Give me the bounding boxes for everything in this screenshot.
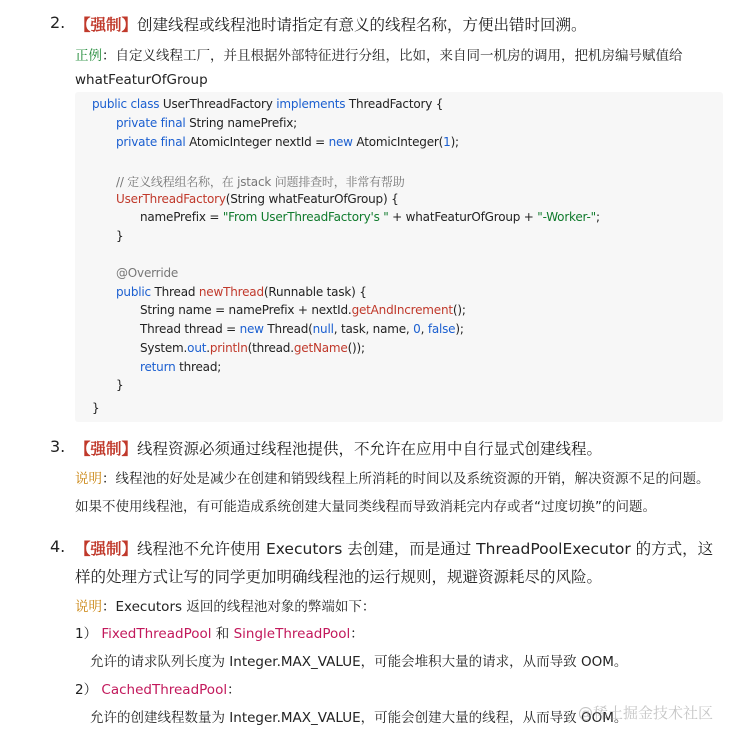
- example-label: 正例: [75, 48, 102, 64]
- code-line-12: [140, 341, 365, 355]
- code-number: 0: [413, 322, 421, 336]
- code-string: "From UserThreadFactory's ": [222, 210, 389, 224]
- code-line-9: [116, 285, 367, 299]
- code-string: "-Worker-": [537, 210, 596, 224]
- code-comment: // 定义线程组名称，在 jstack 问题排查时，非常有帮助: [116, 175, 405, 189]
- code-text: thread;: [175, 360, 222, 374]
- fixed-thread-pool: FixedThreadPool: [101, 626, 212, 642]
- code-text: Thread: [150, 285, 199, 299]
- code-text: Thread thread =: [140, 322, 240, 336]
- code-method: getAndIncrement: [351, 303, 453, 317]
- item-4-heading-text: 线程池不允许使用 Executors 去创建，而是通过 ThreadPoolExecutor 的方式，这: [137, 540, 714, 558]
- sub-item-1-desc: 允许的请求队列长度为 Integer.MAX_VALUE，可能会堆积大量的请求，从而导致 OOM。: [90, 654, 628, 670]
- sub-item-text: ：: [350, 626, 364, 642]
- code-line-10: [140, 303, 466, 317]
- note-label: 说明: [75, 599, 102, 615]
- item-2-heading-text: 创建线程或线程池时请指定有意义的线程名称，方便出错时回溯。: [137, 16, 587, 34]
- code-keyword: public class: [92, 97, 160, 111]
- code-keyword: private final: [116, 116, 186, 130]
- code-keyword: new: [239, 322, 264, 336]
- item-2-number: 2.: [50, 13, 66, 32]
- item-3-note-cont: 如果不使用线程池，有可能造成系统创建大量同类线程而导致消耗完内存或者“过度切换”的问题。: [75, 499, 656, 515]
- code-line-6: [140, 210, 600, 224]
- item-4-heading-cont: 样的处理方式让写的同学更加明确线程池的运行规则，规避资源耗尽的风险。: [75, 568, 603, 586]
- sub-item-number: 1）: [75, 626, 98, 642]
- code-keyword: false: [427, 322, 456, 336]
- note-text: ：线程池的好处是减少在创建和销毁线程上所消耗的时间以及系统资源的开销，解决资源不足的问题。: [102, 471, 710, 487]
- code-method: getName: [293, 341, 348, 355]
- sub-item-number: 2）: [75, 682, 98, 698]
- note-text: ：Executors 返回的线程池对象的弊端如下：: [102, 599, 376, 615]
- item-2-heading: [75, 13, 587, 35]
- code-text: System.: [140, 341, 188, 355]
- code-text: String name = namePrefix + nextId.: [140, 303, 352, 317]
- item-2-example: [75, 44, 683, 64]
- code-line-2: [116, 116, 297, 130]
- code-text: AtomicInteger(: [352, 135, 444, 149]
- sub-item-2-desc: 允许的创建线程数量为 Integer.MAX_VALUE，可能会创建大量的线程，从而导致 OOM。: [90, 710, 628, 726]
- code-text: ();: [452, 303, 466, 317]
- code-keyword: public: [116, 285, 151, 299]
- example-text: ：自定义线程工厂，并且根据外部特征进行分组，比如，来自同一机房的调用，把机房编号赋值给: [102, 48, 683, 64]
- code-text: ,: [420, 322, 428, 336]
- code-keyword: return: [140, 360, 176, 374]
- item-4-note: [75, 595, 375, 615]
- mandatory-tag: 【强制】: [75, 16, 138, 34]
- code-text: (thread.: [247, 341, 294, 355]
- code-line-5: [116, 192, 399, 206]
- sub-item-2: [75, 678, 241, 698]
- code-text: + whatFeaturOfGroup +: [388, 210, 538, 224]
- code-number: 1: [443, 135, 451, 149]
- code-text: .: [206, 341, 210, 355]
- code-text: ());: [347, 341, 365, 355]
- code-text: ;: [595, 210, 600, 224]
- code-line-11: [140, 322, 464, 336]
- sub-item-text: 和: [211, 626, 234, 642]
- code-annotation: @Override: [116, 266, 179, 280]
- code-method: println: [209, 341, 248, 355]
- code-text: (Runnable task) {: [263, 285, 367, 299]
- code-text: );: [450, 135, 459, 149]
- code-keyword: null: [312, 322, 334, 336]
- mandatory-tag: 【强制】: [75, 440, 138, 458]
- code-field: out: [187, 341, 207, 355]
- item-2-example-cont: whatFeaturOfGroup: [75, 72, 208, 88]
- code-line-1: [92, 97, 443, 111]
- item-3-heading: [75, 437, 602, 459]
- code-method: newThread: [198, 285, 264, 299]
- code-text: , task, name,: [333, 322, 414, 336]
- item-3-number: 3.: [50, 437, 66, 456]
- code-text: AtomicInteger nextId =: [185, 135, 329, 149]
- cached-thread-pool: CachedThreadPool: [101, 682, 228, 698]
- code-constructor: UserThreadFactory: [116, 192, 226, 206]
- sub-item-text: ：: [227, 682, 241, 698]
- watermark: @稀土掘金技术社区: [578, 704, 714, 722]
- sub-item-1: [75, 622, 364, 642]
- item-3-heading-text: 线程资源必须通过线程池提供，不允许在应用中自行显式创建线程。: [137, 440, 603, 458]
- code-text: ThreadFactory {: [345, 97, 444, 111]
- code-keyword: implements: [276, 97, 346, 111]
- code-text: UserThreadFactory: [159, 97, 277, 111]
- item-3-note: [75, 467, 710, 487]
- note-label: 说明: [75, 471, 102, 487]
- code-keyword: private final: [116, 135, 186, 149]
- code-text: String namePrefix;: [185, 116, 297, 130]
- code-text: namePrefix =: [140, 210, 223, 224]
- code-text: );: [455, 322, 464, 336]
- code-text: (String whatFeaturOfGroup) {: [225, 192, 399, 206]
- code-line-3: [116, 135, 459, 149]
- item-4-heading: [75, 537, 713, 559]
- code-line-13: [140, 360, 221, 374]
- code-text: Thread(: [263, 322, 313, 336]
- code-line-14: }: [116, 378, 124, 392]
- code-line-7: }: [116, 229, 124, 243]
- code-keyword: new: [328, 135, 353, 149]
- single-thread-pool: SingleThreadPool: [233, 626, 351, 642]
- mandatory-tag: 【强制】: [75, 540, 138, 558]
- code-line-15: }: [92, 401, 100, 415]
- item-4-number: 4.: [50, 537, 66, 556]
